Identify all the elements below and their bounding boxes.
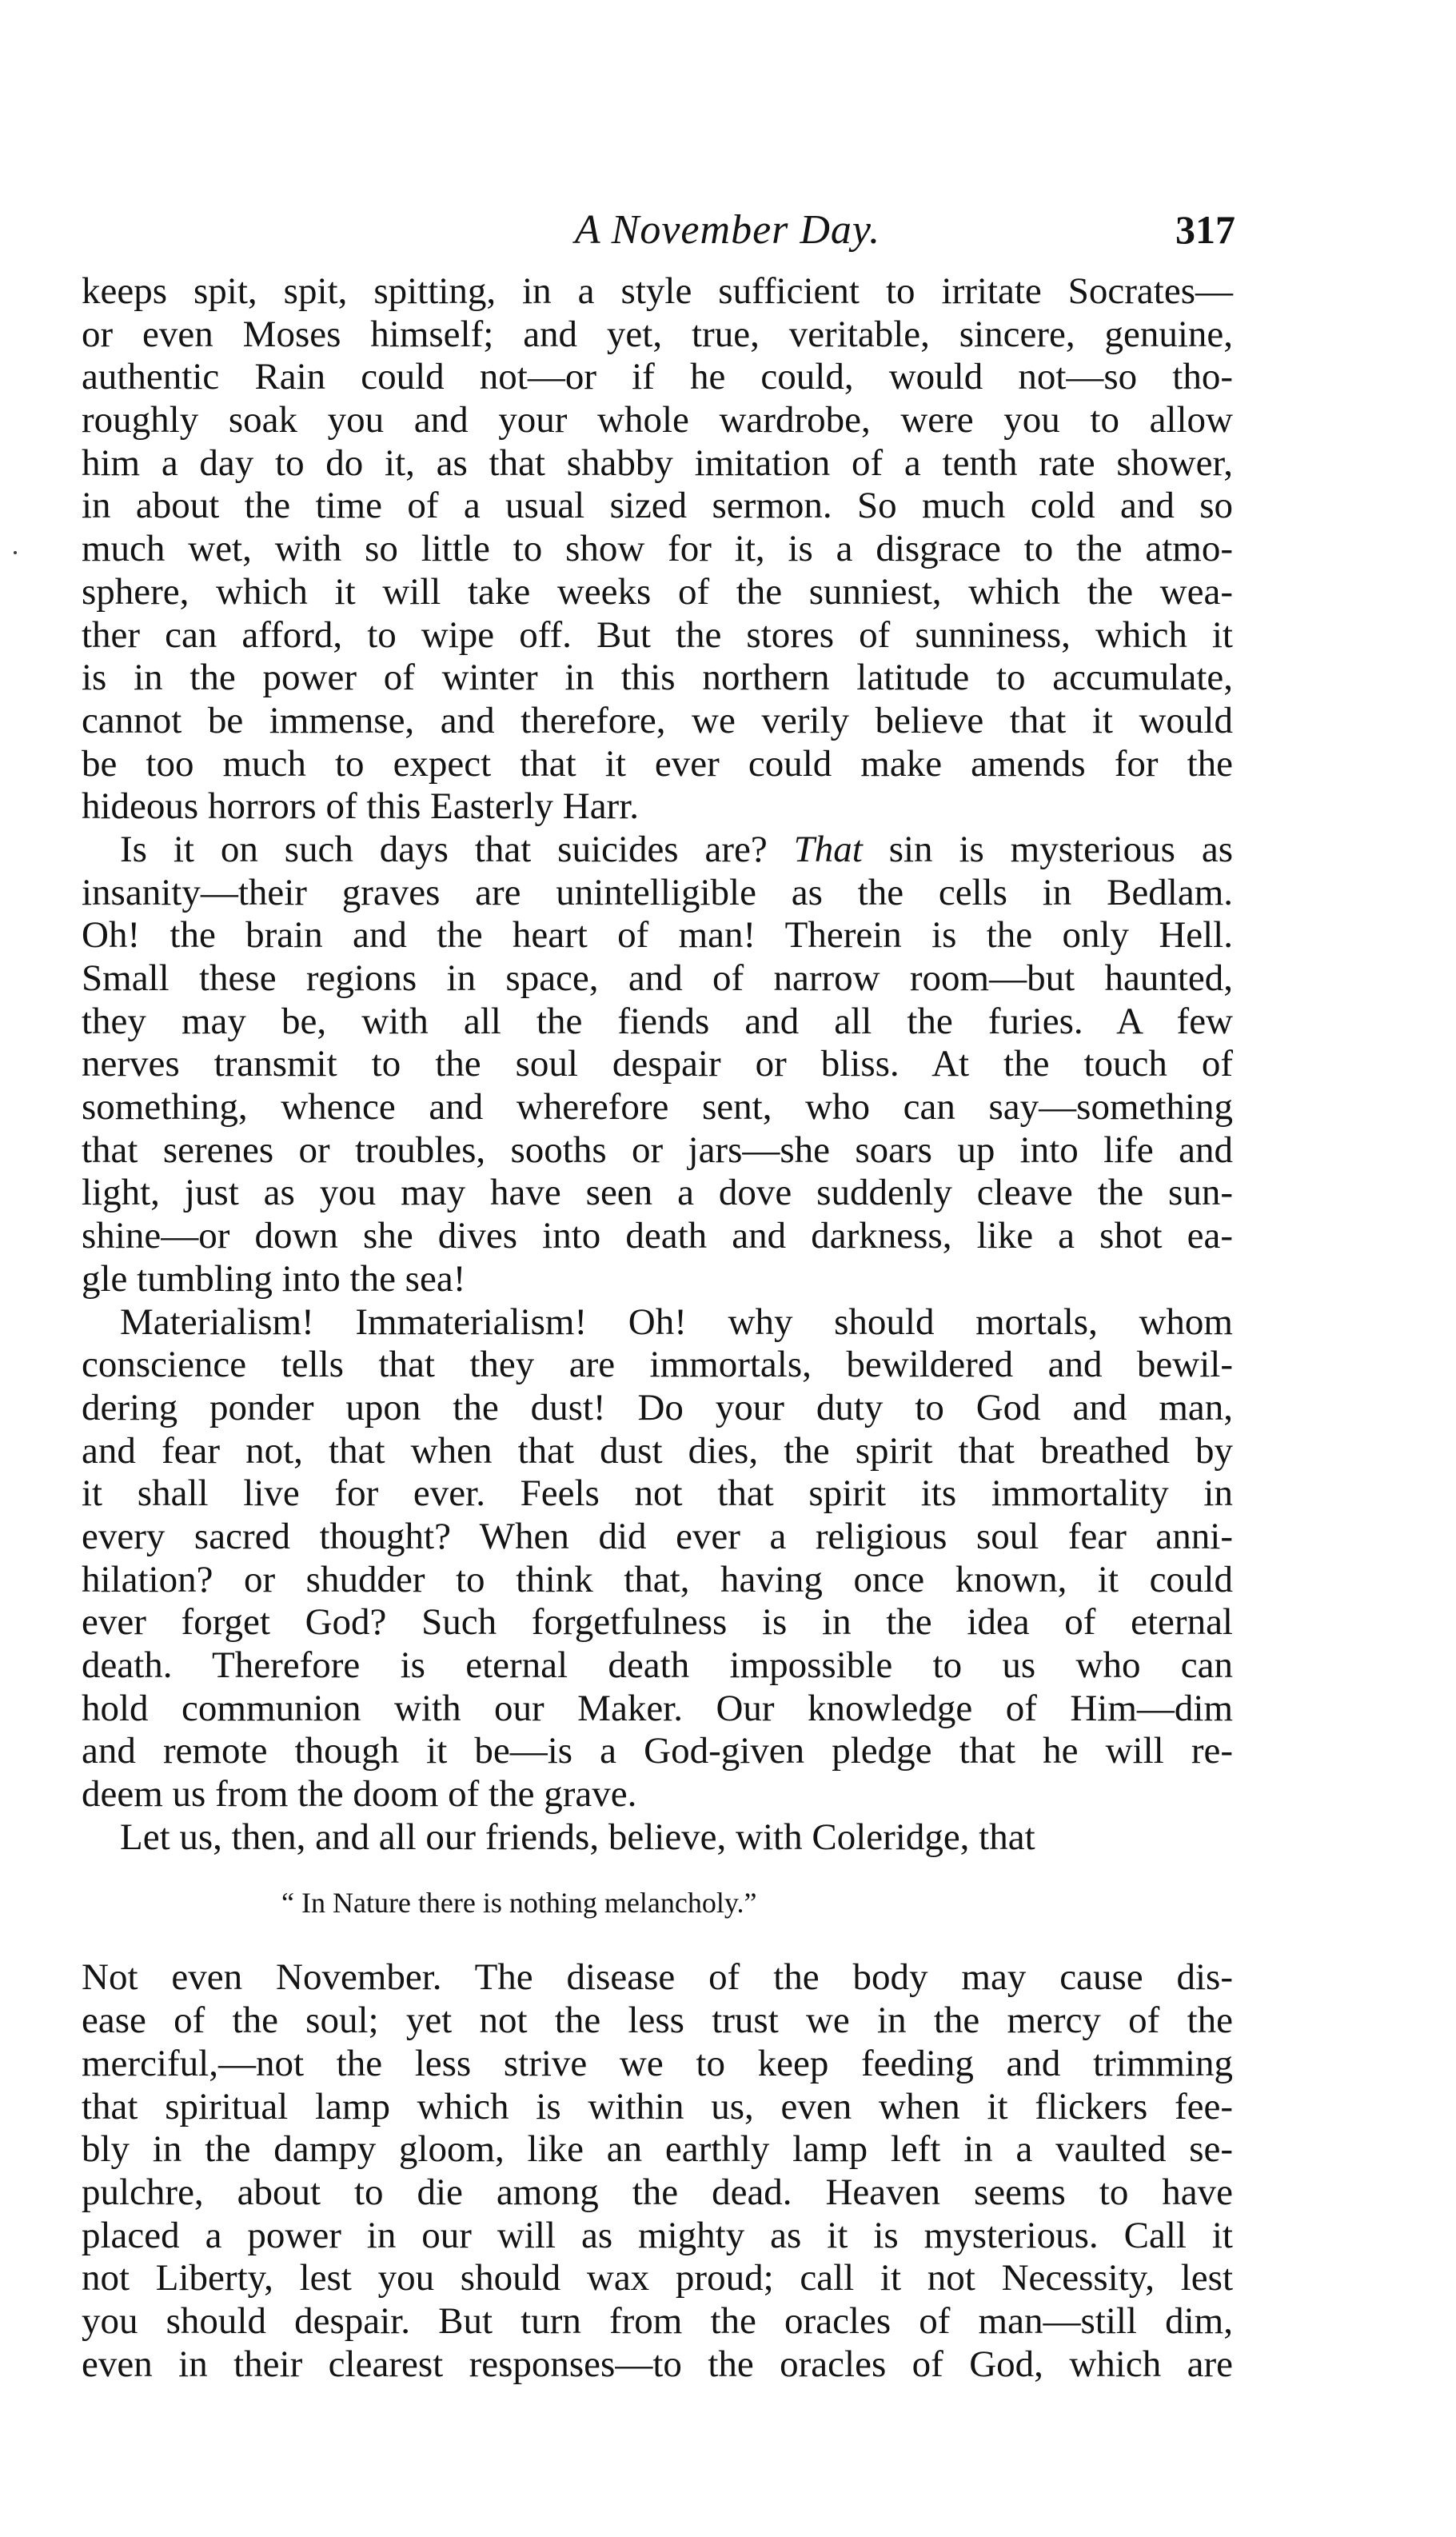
text-line: be too much to expect that it ever could make amends for the — [82, 742, 1233, 785]
text-line: merciful,—not the less strive we to keep feeding and trimming — [82, 2042, 1233, 2084]
text-line: sphere, which it will take weeks of the sunniest, which the wea- — [82, 570, 1233, 613]
text-line: death. Therefore is eternal death impossible to us who can — [82, 1644, 1233, 1686]
paragraph-5 — [82, 1956, 1233, 2386]
running-head — [0, 206, 1456, 262]
paragraph-4 — [82, 1816, 1233, 1860]
text-line: and fear not, that when that dust dies, the spirit that breathed by — [82, 1429, 1233, 1472]
text-line: Not even November. The disease of the body may cause dis- — [82, 1956, 1233, 1999]
text-line: ease of the soul; yet not the less trust we in the mercy of the — [82, 2000, 1233, 2042]
text-line: in about the time of a usual sized sermon. So much cold and so — [82, 485, 1233, 527]
text-line — [82, 829, 1233, 872]
text-line: Oh! the brain and the heart of man! Therein is the only Hell. — [82, 914, 1233, 957]
italic-word: That — [793, 828, 863, 870]
text-line: every sacred thought? When did ever a religious soul fear anni- — [82, 1515, 1233, 1557]
text-line: much wet, with so little to show for it, is a disgrace to the atmo- — [82, 528, 1233, 570]
text-line: insanity—their graves are unintelligible as the cells in Bedlam. — [82, 871, 1233, 913]
running-title: A November Day. — [574, 207, 881, 253]
text-line: him a day to do it, as that shabby imitation of a tenth rate shower, — [82, 441, 1233, 484]
text-line: keeps spit, spit, spitting, in a style sufficient to irritate Socrates— — [82, 270, 1233, 312]
text-line: conscience tells that they are immortals, bewildered and bewil- — [82, 1344, 1233, 1386]
text-line: ther can afford, to wipe off. But the stores of sunniness, which it — [82, 613, 1233, 656]
text-line: shine—or down she dives into death and darkness, like a shot ea- — [82, 1215, 1233, 1257]
text-line: even in their clearest responses—to the oracles of God, which are — [82, 2343, 1233, 2385]
text-line: bly in the dampy gloom, like an earthly lamp left in a vaulted se- — [82, 2128, 1233, 2171]
text-line: Let us, then, and all our friends, believe, with Coleridge, that — [120, 1816, 1035, 1858]
text-line: that serenes or troubles, sooths or jars—she soars up into life and — [82, 1129, 1233, 1171]
text-line: cannot be immense, and therefore, we verily believe that it would — [82, 699, 1233, 741]
text-line: they may be, with all the fiends and all the furies. A few — [82, 1000, 1233, 1042]
text-line: ever forget God? Such forgetfulness is in the idea of eternal — [82, 1601, 1233, 1644]
paragraph-1 — [82, 270, 1233, 829]
text-line: it shall live for ever. Feels not that spirit its immortality in — [82, 1472, 1233, 1515]
text-line: deem us from the doom of the grave. — [82, 1773, 637, 1816]
text-line: something, whence and wherefore sent, who can say—something — [82, 1086, 1233, 1129]
body-text — [82, 270, 1233, 2386]
text-line: gle tumbling into the sea! — [82, 1257, 466, 1300]
paragraph-3 — [82, 1301, 1233, 1816]
text-segment: Is it on such days that suicides are? — [120, 828, 768, 870]
text-segment: sin is mysterious as — [888, 828, 1233, 870]
text-line: placed a power in our will as mighty as it is mysterious. Call it — [82, 2214, 1233, 2256]
text-line: hold communion with our Maker. Our knowledge of Him—dim — [82, 1687, 1233, 1729]
text-line: light, just as you may have seen a dove suddenly cleave the sun- — [82, 1172, 1233, 1214]
page-number: 317 — [1175, 207, 1235, 252]
text-line: not Liberty, lest you should wax proud; call it not Necessity, lest — [82, 2257, 1233, 2299]
text-line: hilation? or shudder to think that, having once known, it could — [82, 1558, 1233, 1600]
text-line: hideous horrors of this Easterly Harr. — [82, 785, 640, 828]
text-line: dering ponder upon the dust! Do your duty to God and man, — [82, 1386, 1233, 1428]
text-line: and remote though it be—is a God-given pledge that he will re- — [82, 1730, 1233, 1772]
text-line: Small these regions in space, and of narrow room—but haunted, — [82, 957, 1233, 999]
text-line: Materialism! Immaterialism! Oh! why should mortals, whom — [120, 1300, 1233, 1343]
margin-speck — [14, 551, 17, 554]
text-line: that spiritual lamp which is within us, even when it flickers fee- — [82, 2085, 1233, 2127]
text-line: authentic Rain could not—or if he could, would not—so tho- — [82, 356, 1233, 398]
text-line: roughly soak you and your whole wardrobe, were you to allow — [82, 399, 1233, 441]
text-line: nerves transmit to the soul despair or bliss. At the touch of — [82, 1043, 1233, 1085]
text-line: is in the power of winter in this northern latitude to accumulate, — [82, 657, 1233, 699]
text-line: you should despair. But turn from the oracles of man—still dim, — [82, 2299, 1233, 2342]
text-line: pulchre, about to die among the dead. Heaven seems to have — [82, 2171, 1233, 2213]
block-quote: “ In Nature there is nothing melancholy.” — [281, 1887, 757, 1920]
paragraph-2 — [82, 829, 1233, 1301]
text-line: or even Moses himself; and yet, true, veritable, sincere, genuine, — [82, 313, 1233, 355]
